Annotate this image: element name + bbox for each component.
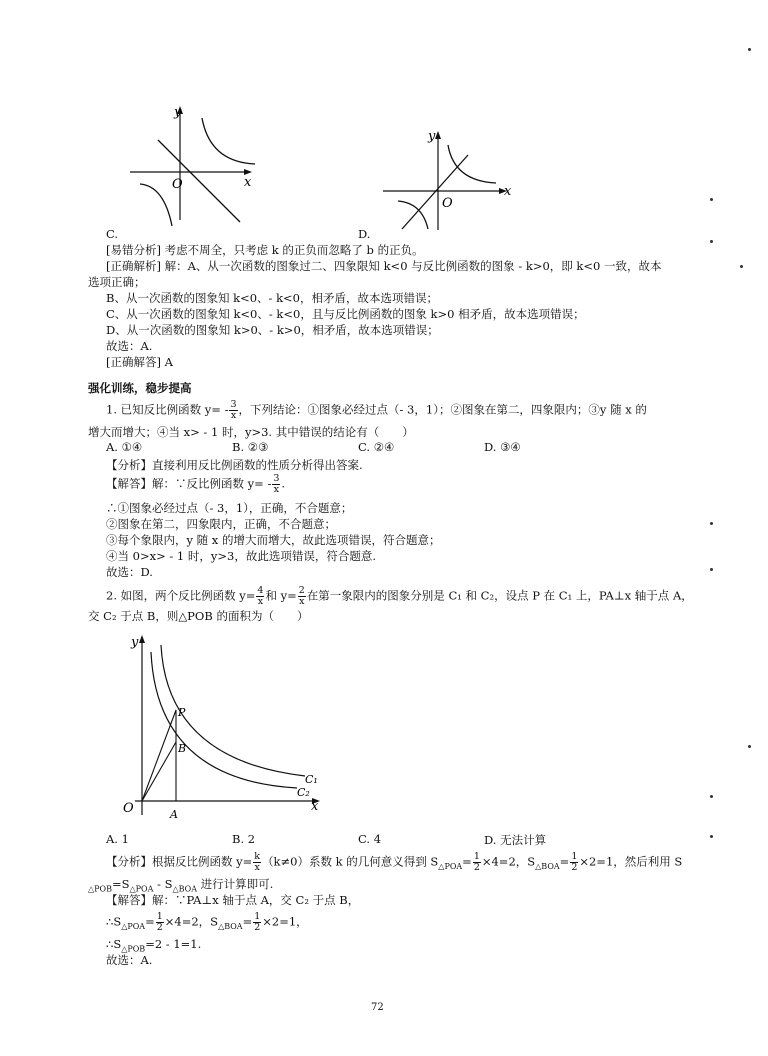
option-c-label: C.	[106, 227, 119, 241]
x-label: x	[504, 184, 512, 199]
fraction: $\frac{3}{x}$	[273, 473, 280, 495]
q1-step-3: ③每个象限内，y 随 x 的增大而增大，故此选项错误，符合题意；	[106, 533, 441, 547]
q1-step-2: ②图象在第二，四象限内，正确，不合题意；	[106, 517, 336, 531]
point-a-label: A	[170, 808, 178, 821]
q2-stem-cont: 交 C₂ 于点 B，则△POB 的面积为（ ）	[88, 609, 309, 623]
fraction: $\frac{1}{2}$	[156, 911, 163, 933]
analysis-c: C、从一次函数的图象知 k<0、- k<0，且与反比例函数的图象 k>0 相矛盾，故本选项错误；	[106, 307, 585, 321]
c2-label: C₂	[297, 786, 310, 799]
section-title: 强化训练，稳步提高	[88, 381, 192, 395]
q1-step-1: ∴①图象必经过点（- 3，1），正确，不合题意；	[106, 501, 353, 515]
q2-step-1: $\therefore S_{\triangle POA}=$ $\frac{1}{2}$ ×4=2，$S_{\triangle BOA}=$ $\frac{1}{2}$ ×2=1，	[106, 911, 308, 933]
q1-option-d: D. ③④	[484, 440, 521, 454]
q2-stem: 2. 如图，两个反比例函数 y= $\frac{4}{x}$ 和 y= $\frac{2}{x}$ 在第一象限内的图象分别是 C₁ 和 C₂，设点 P 在 C₁ 上，PA⊥x 轴于点 A，	[106, 585, 693, 607]
y-label: y	[131, 635, 139, 650]
q1-analysis: 【分析】直接利用反比例函数的性质分析得出答案.	[106, 458, 363, 472]
hyperbola-branch-2	[140, 184, 172, 226]
scan-speck	[748, 745, 751, 748]
segment-op	[142, 710, 176, 801]
analysis-d: D、从一次函数的图象知 k>0、- k>0，相矛盾，故本选项错误；	[106, 323, 439, 337]
analysis-b: B、从一次函数的图象知 k<0、- k<0，相矛盾，故本选项错误；	[106, 291, 438, 305]
fraction: $\frac{1}{2}$	[473, 851, 480, 873]
line-graph	[402, 155, 468, 229]
fraction: $\frac{3}{x}$	[230, 399, 237, 421]
x-label: x	[244, 175, 252, 190]
q1-solution: 【解答】解：∵反比例函数 y= - $\frac{3}{x}$ .	[106, 473, 286, 495]
line-graph	[158, 140, 240, 222]
scan-speck	[710, 522, 713, 525]
scan-speck	[740, 265, 743, 268]
q2-option-c: C. 4	[358, 832, 382, 846]
c1-label: C₁	[305, 773, 318, 786]
q2-graph	[115, 630, 330, 825]
q2-step-2: $\therefore S_{\triangle POB}=2 - 1=1$.	[106, 937, 202, 954]
scan-speck	[710, 568, 713, 571]
q2-option-a: A. 1	[106, 832, 129, 846]
correct-analysis: [正确解析] 解：A、从一次函数的图象过二、四象限知 k<0 与反比例函数的图象 - k>0，即 k<0 一致，故本	[106, 259, 662, 273]
scan-speck	[710, 198, 713, 201]
q1-stem-cont: 增大而增大；④当 x> - 1 时，y>3. 其中错误的结论有（ ）	[88, 425, 414, 439]
correct-answer: [正确解答] A	[106, 355, 173, 369]
origin-label: O	[442, 196, 453, 211]
fraction: $\frac{k}{x}$	[254, 851, 261, 873]
q2-analysis-cont: $_{\triangle POB}=S_{\triangle POA} - S_{\triangle BOA}$ 进行计算即可.	[88, 877, 274, 894]
graph-c	[120, 100, 270, 230]
choice: 故选：A.	[106, 339, 153, 353]
hyperbola-branch-1	[448, 145, 496, 183]
point-p-label: P	[178, 706, 186, 719]
correct-analysis-cont: 选项正确；	[88, 275, 146, 289]
fraction: $\frac{2}{x}$	[298, 585, 305, 607]
curve-c2	[151, 652, 297, 788]
graph-d	[378, 125, 523, 235]
hyperbola-branch-1	[202, 118, 255, 164]
origin-label: O	[123, 801, 134, 816]
scan-speck	[710, 835, 713, 838]
x-label: x	[311, 799, 319, 814]
page-number: 72	[371, 1002, 384, 1013]
q2-choice: 故选：A.	[106, 953, 153, 967]
q2-option-d: D. 无法计算	[484, 833, 547, 847]
q1-choice: 故选：D.	[106, 565, 153, 579]
origin-label: O	[172, 177, 183, 192]
y-axis-arrow	[139, 635, 145, 643]
fraction: $\frac{1}{2}$	[571, 851, 578, 873]
point-b-label: B	[178, 742, 187, 755]
q1-option-a: A. ①④	[106, 440, 143, 454]
scan-speck	[710, 240, 713, 243]
q2-solution: 【解答】解：∵PA⊥x 轴于点 A，交 C₂ 于点 B，	[106, 893, 360, 907]
y-label: y	[174, 105, 182, 120]
fraction: $\frac{4}{x}$	[257, 585, 264, 607]
y-axis-arrow	[435, 131, 441, 139]
q2-option-b: B. 2	[232, 832, 256, 846]
error-analysis: [易错分析] 考虑不周全，只考虑 k 的正负而忽略了 b 的正负。	[106, 243, 424, 257]
y-label: y	[428, 129, 436, 144]
q1-stem: 1. 已知反比例函数 y= - $\frac{3}{x}$ ，下列结论：①图象必经过点（- 3，1）；②图象在第二，四象限内；③y 随 x 的	[106, 399, 647, 421]
scan-speck	[748, 48, 751, 51]
scan-speck	[710, 795, 713, 798]
fraction: $\frac{1}{2}$	[254, 911, 261, 933]
q1-option-c: C. ②④	[358, 440, 395, 454]
q1-option-b: B. ②③	[232, 440, 269, 454]
option-d-label: D.	[358, 227, 371, 241]
segment-ob	[142, 742, 176, 801]
q1-step-4: ④当 0>x> - 1 时，y>3，故此选项错误，符合题意.	[106, 549, 377, 563]
q2-analysis: 【分析】根据反比例函数 y= $\frac{k}{x}$ （k≠0）系数 k 的几何意义得到 $S_{\triangle POA}=$ $\frac{1}{2}$ ×4=2，$S_{\triangle BOA}=$ $\frac{1}{2}$ ×2=1，然后利用 S	[106, 851, 683, 873]
